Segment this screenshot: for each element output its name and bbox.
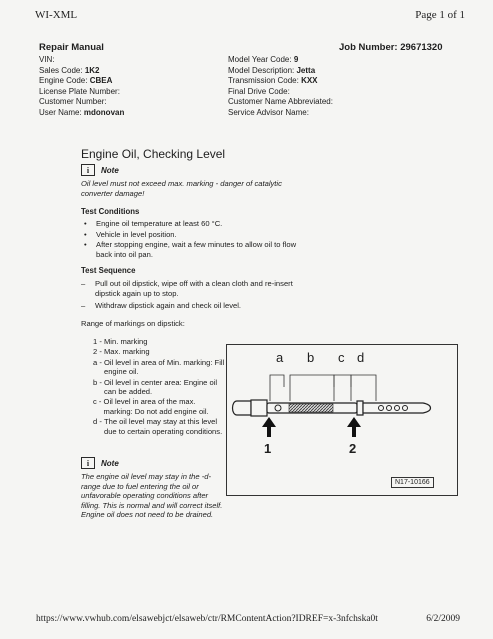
- job-number: Job Number: 29671320: [339, 42, 443, 53]
- label-d: d: [357, 350, 365, 365]
- repair-manual-title: Repair Manual: [39, 42, 104, 53]
- footer-date: 6/2/2009: [426, 614, 460, 624]
- step-text: Pull out oil dipstick, wipe off with a clean cloth and re-insert dipstick again up to stop.: [95, 279, 293, 298]
- note-header-1: [81, 164, 119, 176]
- test-conditions-heading: Test Conditions: [81, 207, 140, 216]
- range-intro: Range of markings on dipstick:: [81, 319, 185, 328]
- info-note-icon: i: [81, 164, 95, 176]
- info-row: Model Description: Jetta: [228, 65, 316, 75]
- info-row: VIN:: [39, 55, 55, 64]
- info-row: Customer Number:: [39, 97, 107, 107]
- legend-item: b - Oil level in center area: Engine oil can be added.: [93, 377, 218, 397]
- legend-item: 2 - Max. marking: [93, 347, 150, 357]
- test-sequence-heading: Test Sequence: [81, 266, 136, 275]
- info-note-icon: i: [81, 457, 95, 469]
- note-label: Note: [101, 458, 119, 468]
- marking-arrows: [262, 417, 361, 437]
- step-1: – Pull out oil dipstick, wipe off with a clean cloth and re-insert dipstick again up to stop.: [81, 279, 306, 298]
- info-row: License Plate Number:: [39, 86, 120, 96]
- step-text: Withdraw dipstick again and check oil level.: [95, 301, 242, 310]
- list-item: • Engine oil temperature at least 60 °C.: [84, 219, 299, 229]
- conditions-list: [84, 219, 299, 260]
- vehicle-info-left: [39, 55, 124, 119]
- info-row: Model Year Code: 9: [228, 55, 299, 64]
- note-text-1: Oil level must not exceed max. marking - danger of catalytic converter damage!: [81, 179, 282, 198]
- list-item: • Vehicle in level position.: [84, 230, 299, 240]
- label-min-1: 1: [264, 441, 272, 456]
- info-row: Sales Code: 1K2: [39, 65, 100, 75]
- vehicle-info-right: [228, 55, 333, 119]
- info-row: Transmission Code: KXX: [228, 76, 318, 86]
- label-a: a: [276, 350, 284, 365]
- info-row: Service Advisor Name:: [228, 107, 309, 117]
- header-page-number: Page 1 of 1: [415, 9, 465, 21]
- markings-legend: [93, 337, 225, 437]
- page-title: Engine Oil, Checking Level: [81, 147, 226, 161]
- legend-item: c - Oil level in area of the max. marking: Do not add engine oil.: [93, 397, 209, 416]
- note-text-2: The engine oil level may stay in the -d- range due to fuel entering the oil or unfavorable operating conditions after filling. This is normal and will correct itself. Engine oil does not need to be drained.: [81, 472, 223, 520]
- info-row: Final Drive Code:: [228, 86, 290, 96]
- label-max-2: 2: [349, 441, 357, 456]
- info-row: Customer Name Abbreviated:: [228, 97, 333, 107]
- legend-item: d - The oil level may stay at this level due to certain operating conditions.: [93, 417, 223, 436]
- oil-range-hatch: [289, 404, 333, 412]
- label-c: c: [338, 350, 345, 365]
- figure-code: N17-10166: [391, 477, 434, 488]
- header-left: WI-XML: [35, 9, 78, 21]
- note-label: Note: [101, 165, 119, 175]
- list-item: • After stopping engine, wait a few minutes to allow oil to flow back into oil pan.: [84, 240, 299, 259]
- step-2: – Withdraw dipstick again and check oil level.: [81, 301, 306, 311]
- dipstick-figure: [226, 344, 458, 496]
- range-brackets: [270, 375, 376, 401]
- legend-item: 1 - Min. marking: [93, 337, 148, 346]
- note-header-2: [81, 457, 119, 469]
- info-row: Engine Code: CBEA: [39, 76, 113, 86]
- footer-url: https://www.vwhub.com/elsawebjct/elsaweb/ctr/RMContentAction?IDREF=x-3nfchska0t: [36, 614, 378, 624]
- legend-item: a - Oil level in area of Min. marking: Fill engine oil.: [93, 357, 225, 377]
- dipstick-illustration: [227, 345, 457, 495]
- label-b: b: [307, 350, 315, 365]
- info-row: User Name: mdonovan: [39, 107, 125, 117]
